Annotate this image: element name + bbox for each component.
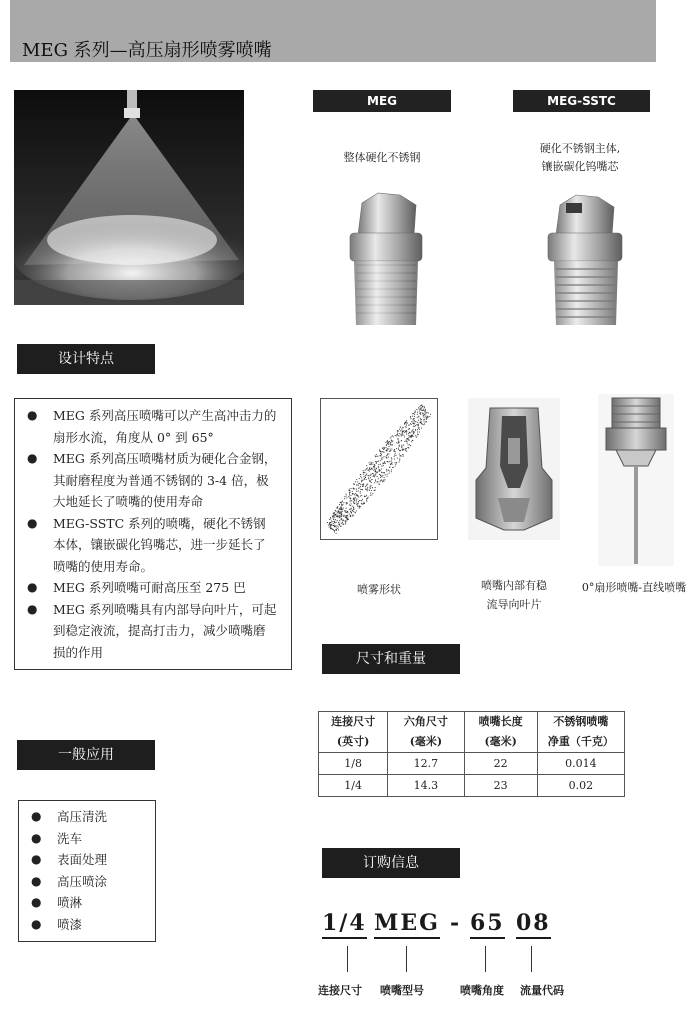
order-part-angle: 65 [470,910,505,939]
design-features-box [14,398,292,670]
table-cell: 1/4 [319,775,388,797]
order-part-size: 1/4 [322,910,367,939]
design-features-header: 设计特点 [17,344,155,374]
caption-line: 流导向叶片 [486,598,542,611]
list-item: ● MEG 系列高压喷嘴材质为硬化合金钢，其耐磨程度为普通不锈钢的 3-4 倍，极大地延长了喷嘴的使用寿命 [15,448,277,513]
order-connector-line [485,946,486,972]
list-item: ● MEG 系列喷嘴可耐高压至 275 巴 [15,577,277,599]
meg-nozzle-image [330,185,440,330]
product-desc-meg-sstc [505,140,655,176]
order-label-model: 喷嘴型号 [380,984,424,997]
list-item: ● 喷漆 [19,914,155,936]
table-header-cell: 六角尺寸 (毫米) [388,712,464,753]
spray-shape-caption: 喷雾形状 [357,583,401,596]
caption-line: 喷嘴内部有稳 [481,579,547,592]
order-label-size: 连接尺寸 [318,984,362,997]
order-part-flow: 08 [516,910,551,939]
table-cell: 14.3 [388,775,464,797]
product-tag-meg: MEG [313,90,451,112]
list-item: ● 高压喷涂 [19,871,155,893]
table-header-row [319,712,625,753]
applications-list [19,806,155,935]
product-tag-meg-sstc: MEG-SSTC [513,90,650,112]
order-part-model: MEG [374,910,440,939]
bullet-icon: ● [27,515,38,530]
order-connector-line [347,946,348,972]
table-cell: 12.7 [388,753,464,775]
list-item: ● MEG 系列高压喷嘴可以产生高冲击力的扇形水流，角度从 0° 到 65° [15,405,277,448]
table-header-cell: 喷嘴长度 (毫米) [464,712,537,753]
applications-box [18,800,156,942]
bullet-icon: ● [31,809,42,823]
bullet-icon: ● [31,852,42,866]
table-header-cell: 连接尺寸 (英寸) [319,712,388,753]
list-item: ● 表面处理 [19,849,155,871]
table-cell: 0.02 [537,775,624,797]
page-title: MEG 系列—高压扇形喷雾喷嘴 [22,40,272,61]
design-features-list [15,405,277,663]
internal-vane-figure [468,398,560,540]
list-item: ● 洗车 [19,828,155,850]
bullet-icon: ● [27,580,38,594]
dimensions-table [318,711,625,797]
internal-vane-caption [462,576,566,614]
table-cell: 1/8 [319,753,388,775]
order-part-dash: - [450,910,462,936]
bullet-icon: ● [31,916,42,931]
list-item: ● MEG 系列喷嘴具有内部导向叶片，可起到稳定液流，提高打击力，减少喷嘴磨损的作用 [15,599,277,664]
ordering-header: 订购信息 [322,848,460,878]
applications-header: 一般应用 [17,740,155,770]
spray-shape-figure [320,398,438,540]
zero-degree-nozzle-figure [598,394,674,566]
dimensions-header: 尺寸和重量 [322,644,460,674]
list-item: ● MEG-SSTC 系列的喷嘴，硬化不锈钢本体，镶嵌碳化钨嘴芯，进一步延长了喷嘴的使用寿命。 [15,513,277,578]
bullet-icon: ● [27,451,38,465]
order-label-angle: 喷嘴角度 [460,984,504,997]
bullet-icon: ● [31,895,42,909]
zero-degree-caption: 0°扇形喷嘴-直线喷嘴 [581,581,687,594]
bullet-icon: ● [27,601,38,616]
order-connector-line [406,946,407,972]
bullet-icon: ● [27,408,38,422]
order-connector-line [531,946,532,972]
meg-sstc-nozzle-image [530,185,640,330]
bullet-icon: ● [31,873,42,888]
table-cell: 22 [464,753,537,775]
table-header-cell: 不锈钢喷嘴 净重（千克） [537,712,624,753]
list-item: ● 高压清洗 [19,806,155,828]
table-cell: 23 [464,775,537,797]
table-row [319,753,625,775]
order-label-flow: 流量代码 [520,984,564,997]
table-cell: 0.014 [537,753,624,775]
bullet-icon: ● [31,830,42,845]
spray-photo [14,90,244,305]
list-item: ● 喷淋 [19,892,155,914]
product-desc-line: 整体硬化不锈钢 [343,151,421,164]
product-desc-line: 硬化不锈钢主体, [539,142,621,155]
table-row [319,775,625,797]
product-desc-meg [313,150,451,166]
product-desc-line: 镶嵌碳化钨嘴芯 [541,160,619,173]
